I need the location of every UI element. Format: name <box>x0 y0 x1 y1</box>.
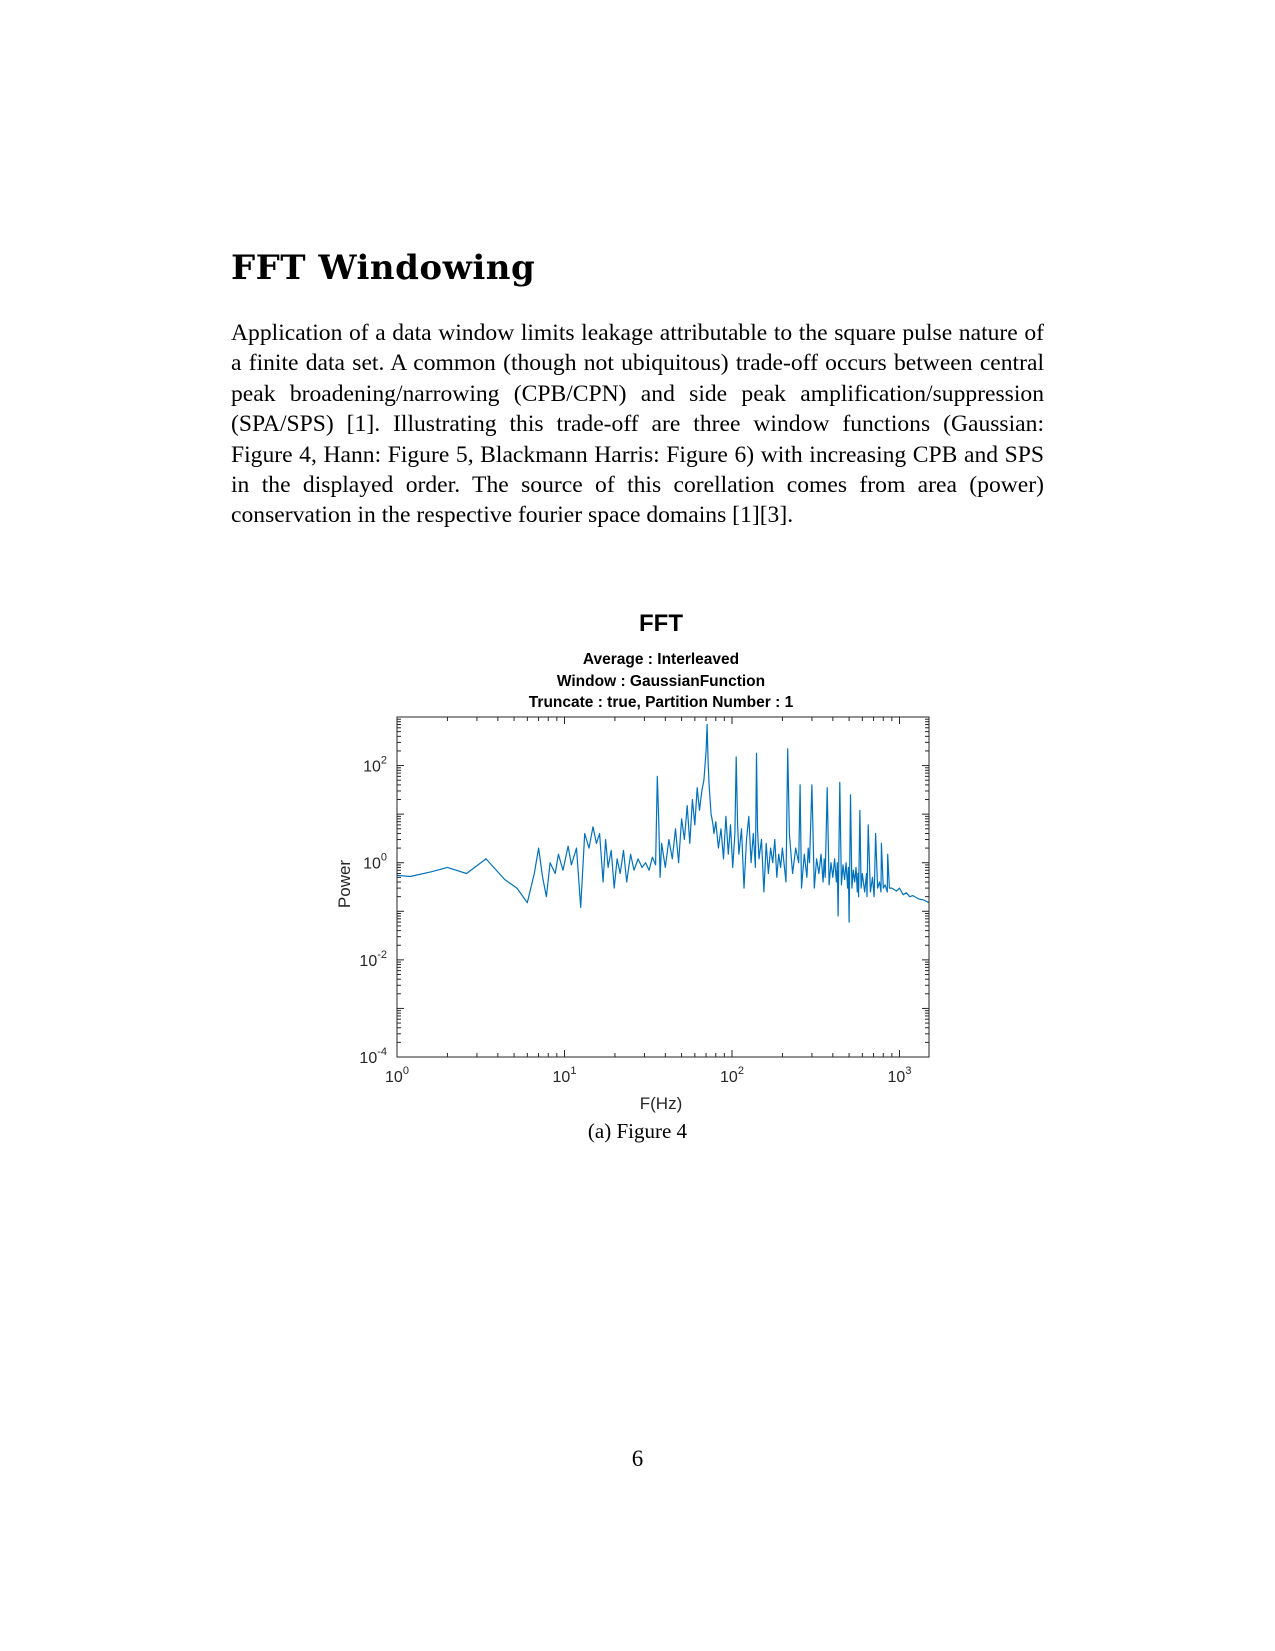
chart-subtitle-line-1: Average : Interleaved <box>582 651 740 668</box>
y-tick-label: $10^{-2}$ <box>359 948 387 970</box>
y-axis-label: Power <box>335 859 354 909</box>
tick-labels <box>359 755 911 1086</box>
page-number: 6 <box>631 1446 644 1471</box>
y-tick-label: $10^{-4}$ <box>359 1046 387 1067</box>
chart-subtitle-line-3: Truncate : true, Partition Number : 1 <box>528 694 794 711</box>
x-tick-label: $10^1$ <box>552 1065 577 1086</box>
y-tick-label: $10^2$ <box>363 754 387 776</box>
x-tick-label: $10^0$ <box>385 1065 409 1086</box>
series-line-0 <box>397 725 929 923</box>
x-tick-label: $10^2$ <box>720 1065 744 1086</box>
x-tick-label: $10^3$ <box>887 1065 912 1086</box>
chart-subtitle-line-2: Window : GaussianFunction <box>556 673 766 690</box>
section-title: FFT Windowing <box>231 248 536 288</box>
x-axis-label: F(Hz) <box>639 1094 683 1113</box>
body-paragraph: Application of a data window limits leakage attributable to the square pulse nature of a finite data set. A common (though not ubiquitous) trade-off occurs between central peak broadening/narrowing (CPB/CPN) and side peak amplification/suppression (SPA/SPS) [1]. Illustrating this trade-off are three window functions (Gaussian: Figure 4, Hann: Figure 5, Blackmann Harris: Figure 6) with increasing CPB and SPS in the displayed order. The source of this corellation comes from area (power) conservation in the respective fourier space domains [1][3]. <box>231 320 1044 529</box>
plot-area <box>397 725 929 923</box>
figure-caption: (a) Figure 4 <box>587 1119 688 1143</box>
chart-title: FFT <box>639 610 683 637</box>
y-tick-label: $10^0$ <box>363 851 387 873</box>
